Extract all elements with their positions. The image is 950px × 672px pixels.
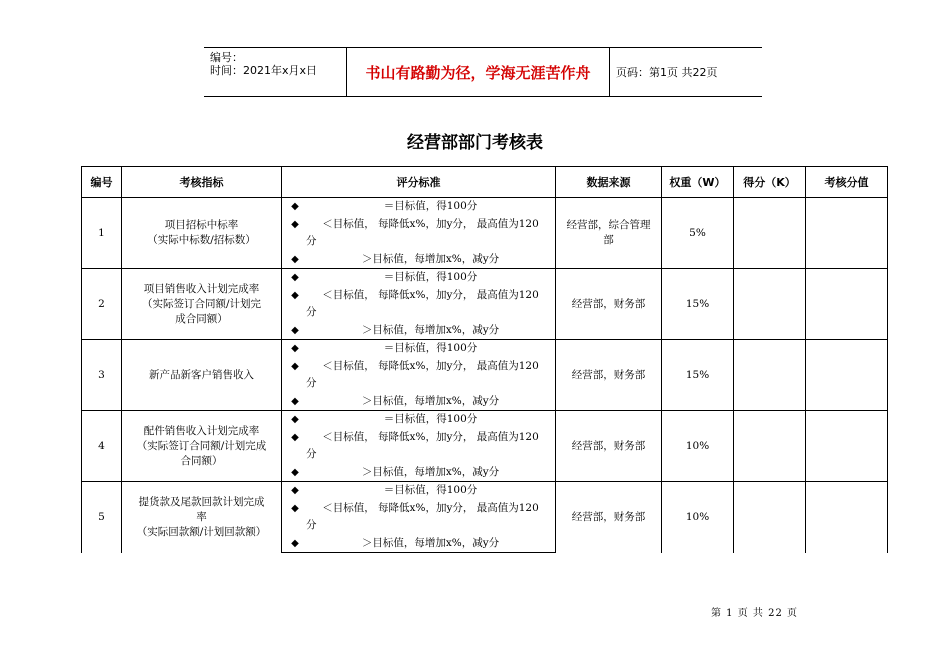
criteria-line-continued [284, 304, 555, 322]
criteria-line-continued [284, 233, 555, 251]
row-number: 2 [82, 269, 122, 340]
criteria-text: ＝目标值，得100分 [383, 342, 478, 354]
criteria-cell [282, 269, 556, 340]
value-cell[interactable] [806, 269, 888, 340]
criteria-line [284, 500, 555, 518]
criteria-line-continued [284, 375, 555, 393]
diamond-bullet-icon: ◆ [291, 253, 299, 265]
diamond-bullet-icon: ◆ [291, 537, 299, 549]
col-header-source: 数据来源 [556, 167, 662, 198]
indicator-line: 项目销售收入计划完成率 [143, 282, 260, 295]
indicator-cell [122, 411, 282, 482]
row-number: 1 [82, 198, 122, 269]
value-cell[interactable] [806, 482, 888, 553]
criteria-text: ＝目标值，得100分 [383, 484, 478, 496]
source-cell [556, 411, 662, 482]
criteria-line [284, 287, 555, 305]
criteria-text: ＞目标值，每增加x%，减y分 [361, 252, 500, 265]
source-cell [556, 198, 662, 269]
criteria-line [284, 216, 555, 234]
criteria-text: ＜目标值， 每降低x%，加y分， 最高值为120 [322, 430, 539, 443]
weight-cell: 10% [662, 482, 734, 553]
weight-cell: 10% [662, 411, 734, 482]
criteria-text: ＜目标值， 每降低x%，加y分， 最高值为120 [322, 359, 539, 372]
indicator-line: 新产品新客户销售收入 [149, 368, 254, 381]
diamond-bullet-icon: ◆ [291, 272, 299, 283]
criteria-text: ＝目标值，得100分 [383, 413, 478, 425]
document-header [204, 47, 762, 97]
col-header-criteria: 评分标准 [282, 167, 556, 198]
table-row [82, 411, 888, 482]
value-cell[interactable] [806, 340, 888, 411]
table-row [82, 269, 888, 340]
indicator-line: （实际回款额/计划回款额） [136, 525, 267, 538]
header-info [204, 48, 346, 96]
criteria-text: 分 [306, 235, 317, 247]
criteria-line [284, 251, 555, 269]
criteria-text: ＞目标值，每增加x%，减y分 [361, 323, 500, 336]
criteria-line [284, 322, 555, 340]
criteria-text: ＞目标值，每增加x%，减y分 [361, 394, 500, 407]
criteria-cell [282, 411, 556, 482]
bullet-spacer [284, 304, 306, 322]
indicator-line: 配件销售收入计划完成率 [143, 424, 260, 437]
col-header-value: 考核分值 [806, 167, 888, 198]
value-cell[interactable] [806, 411, 888, 482]
criteria-line-continued [284, 517, 555, 535]
indicator-line: 合同额） [180, 454, 223, 467]
col-header-indicator: 考核指标 [122, 167, 282, 198]
criteria-text: 分 [306, 377, 317, 389]
table-header-row [82, 167, 888, 198]
source-cell [556, 269, 662, 340]
criteria-cell [282, 198, 556, 269]
weight-cell: 15% [662, 340, 734, 411]
criteria-text: 分 [306, 448, 317, 460]
source-line: 经营部，财务部 [571, 439, 646, 452]
source-cell [556, 340, 662, 411]
value-cell[interactable] [806, 198, 888, 269]
diamond-bullet-icon: ◆ [291, 324, 299, 336]
criteria-cell [282, 340, 556, 411]
source-line: 经营部，财务部 [571, 510, 646, 523]
indicator-cell [122, 198, 282, 269]
criteria-line [284, 411, 555, 429]
criteria-line [284, 393, 555, 411]
source-line: 部 [603, 234, 614, 246]
criteria-text: ＝目标值，得100分 [383, 271, 478, 283]
diamond-bullet-icon: ◆ [291, 201, 299, 212]
indicator-line: 成合同额） [175, 312, 228, 325]
criteria-text: ＜目标值， 每降低x%，加y分， 最高值为120 [322, 501, 539, 514]
page-footer: 第 1 页 共 22 页 [711, 608, 798, 619]
page-title: 经营部部门考核表 [407, 133, 543, 153]
criteria-text: ＞目标值，每增加x%，减y分 [361, 465, 500, 478]
time-label: 时间：2021年x月x日 [210, 64, 318, 77]
diamond-bullet-icon: ◆ [291, 218, 299, 230]
table-row [82, 482, 888, 553]
indicator-line: 项目招标中标率 [164, 219, 239, 231]
diamond-bullet-icon: ◆ [291, 431, 299, 443]
criteria-text: ＝目标值，得100分 [383, 200, 478, 212]
score-cell[interactable] [734, 340, 806, 411]
indicator-line: 提货款及尾款回款计划完成 [138, 495, 265, 508]
diamond-bullet-icon: ◆ [291, 414, 299, 425]
criteria-text: ＜目标值， 每降低x%，加y分， 最高值为120 [322, 217, 539, 230]
indicator-line: 率 [196, 510, 207, 523]
diamond-bullet-icon: ◆ [291, 466, 299, 478]
indicator-line: （实际中标数/招标数） [147, 234, 256, 246]
diamond-bullet-icon: ◆ [291, 485, 299, 496]
page-label: 页码：第1页 共22页 [616, 66, 718, 79]
bullet-spacer [284, 233, 306, 251]
indicator-line: （实际签订合同额/计划完成 [136, 439, 267, 452]
criteria-line [284, 198, 555, 216]
indicator-cell [122, 340, 282, 411]
indicator-cell [122, 482, 282, 553]
indicator-line: （实际签订合同额/计划完 [141, 297, 262, 310]
criteria-cell [282, 482, 556, 553]
source-cell [556, 482, 662, 553]
criteria-line [284, 464, 555, 482]
criteria-text: ＞目标值，每增加x%，减y分 [361, 536, 500, 549]
diamond-bullet-icon: ◆ [291, 343, 299, 354]
criteria-line [284, 358, 555, 376]
criteria-text: 分 [306, 306, 317, 318]
row-number: 5 [82, 482, 122, 553]
bullet-spacer [284, 517, 306, 535]
col-header-no: 编号 [82, 167, 122, 198]
criteria-text: 分 [306, 519, 317, 531]
criteria-line [284, 340, 555, 358]
diamond-bullet-icon: ◆ [291, 502, 299, 514]
assessment-table [81, 166, 888, 553]
score-cell[interactable] [734, 269, 806, 340]
diamond-bullet-icon: ◆ [291, 395, 299, 407]
col-header-weight: 权重（W） [662, 167, 734, 198]
score-cell[interactable] [734, 482, 806, 553]
score-cell[interactable] [734, 198, 806, 269]
criteria-line [284, 535, 555, 553]
table-row [82, 340, 888, 411]
source-line: 经营部，财务部 [571, 297, 646, 310]
score-cell[interactable] [734, 411, 806, 482]
bullet-spacer [284, 375, 306, 393]
criteria-text: ＜目标值， 每降低x%，加y分， 最高值为120 [322, 288, 539, 301]
table-row [82, 198, 888, 269]
bullet-spacer [284, 446, 306, 464]
criteria-line [284, 269, 555, 287]
row-number: 3 [82, 340, 122, 411]
weight-cell: 15% [662, 269, 734, 340]
weight-cell: 5% [662, 198, 734, 269]
col-header-score: 得分（K） [734, 167, 806, 198]
source-line: 经营部，综合管理 [566, 219, 651, 231]
row-number: 4 [82, 411, 122, 482]
criteria-line [284, 482, 555, 500]
motto: 书山有路勤为径，学海无涯苦作舟 [346, 48, 610, 96]
diamond-bullet-icon: ◆ [291, 360, 299, 372]
indicator-cell [122, 269, 282, 340]
source-line: 经营部，财务部 [571, 368, 646, 381]
criteria-line-continued [284, 446, 555, 464]
criteria-line [284, 429, 555, 447]
diamond-bullet-icon: ◆ [291, 289, 299, 301]
code-label: 编号： [210, 51, 243, 64]
